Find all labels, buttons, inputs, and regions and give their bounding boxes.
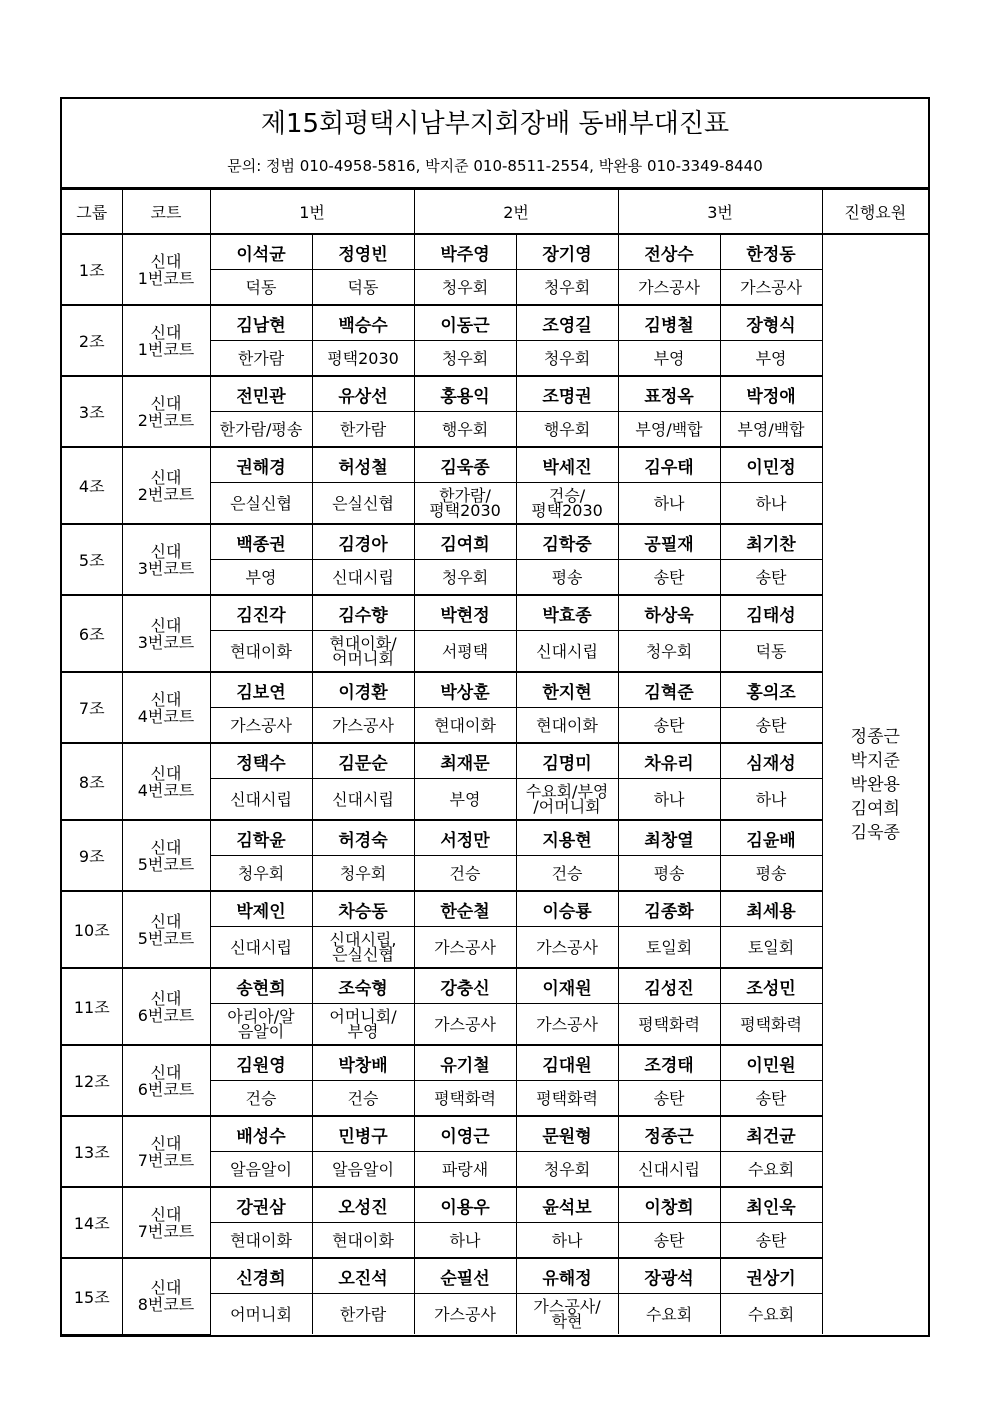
player-name: 배성수 bbox=[210, 1116, 312, 1152]
group-name-row bbox=[62, 891, 928, 927]
staff-member: 정종근 bbox=[850, 726, 900, 747]
player-name: 박창배 bbox=[312, 1045, 414, 1081]
player-name: 김병철 bbox=[618, 305, 720, 341]
group-label: 8조 bbox=[62, 743, 122, 820]
court-label bbox=[122, 305, 210, 376]
group-label: 12조 bbox=[62, 1045, 122, 1116]
group-label: 15조 bbox=[62, 1258, 122, 1334]
header-row bbox=[62, 190, 928, 235]
header-court: 코트 bbox=[122, 190, 210, 235]
player-club: 신대시립 bbox=[312, 560, 414, 596]
player-club: 덕동 bbox=[210, 270, 312, 306]
group-label: 7조 bbox=[62, 672, 122, 743]
player-club: 토일회 bbox=[720, 927, 822, 969]
court-label bbox=[122, 672, 210, 743]
player-club: 어머니회/ 부영 bbox=[312, 1004, 414, 1046]
player-name: 김종화 bbox=[618, 891, 720, 927]
player-name: 이동근 bbox=[414, 305, 516, 341]
player-club: 건승/ 평택2030 bbox=[516, 483, 618, 525]
header-second: 2번 bbox=[414, 190, 618, 235]
player-name: 김윤배 bbox=[720, 820, 822, 856]
court-label bbox=[122, 524, 210, 595]
player-name: 공필재 bbox=[618, 524, 720, 560]
player-name: 이창희 bbox=[618, 1187, 720, 1223]
player-name: 윤석보 bbox=[516, 1187, 618, 1223]
court-label-line: 신대 bbox=[150, 689, 182, 709]
group-name-row bbox=[62, 376, 928, 412]
player-club: 송탄 bbox=[720, 560, 822, 596]
player-name: 하상욱 bbox=[618, 595, 720, 631]
player-name: 박상훈 bbox=[414, 672, 516, 708]
player-name: 조영길 bbox=[516, 305, 618, 341]
player-name: 한지현 bbox=[516, 672, 618, 708]
player-club: 현대이화 bbox=[516, 708, 618, 744]
group-label: 5조 bbox=[62, 524, 122, 595]
player-name: 심재성 bbox=[720, 743, 822, 779]
player-name: 최재문 bbox=[414, 743, 516, 779]
player-club: 하나 bbox=[414, 1223, 516, 1259]
player-name: 장형식 bbox=[720, 305, 822, 341]
player-name: 정종근 bbox=[618, 1116, 720, 1152]
player-name: 이경환 bbox=[312, 672, 414, 708]
player-club: 가스공사 bbox=[312, 708, 414, 744]
player-name: 김학중 bbox=[516, 524, 618, 560]
player-club: 평택화력 bbox=[618, 1004, 720, 1046]
player-club: 가스공사 bbox=[720, 270, 822, 306]
court-label-line: 7번코트 bbox=[137, 1221, 195, 1241]
player-name: 이용우 bbox=[414, 1187, 516, 1223]
player-club: 평택2030 bbox=[312, 341, 414, 377]
court-label-line: 신대 bbox=[150, 541, 182, 561]
group-name-row bbox=[62, 820, 928, 856]
player-club: 송탄 bbox=[720, 1081, 822, 1117]
court-label-line: 1번코트 bbox=[137, 339, 195, 359]
court-label-line: 신대 bbox=[150, 322, 182, 342]
player-name: 김보연 bbox=[210, 672, 312, 708]
player-club: 행우회 bbox=[516, 412, 618, 448]
player-club: 한가람 bbox=[312, 412, 414, 448]
player-club: 신대시립, 은실신협 bbox=[312, 927, 414, 969]
player-club: 가스공사 bbox=[618, 270, 720, 306]
court-label-line: 신대 bbox=[150, 467, 182, 487]
player-club: 가스공사 bbox=[414, 1004, 516, 1046]
court-label-line: 신대 bbox=[150, 251, 182, 271]
player-name: 정택수 bbox=[210, 743, 312, 779]
player-name: 최인욱 bbox=[720, 1187, 822, 1223]
player-club: 청우회 bbox=[516, 1152, 618, 1188]
player-name: 홍용익 bbox=[414, 376, 516, 412]
player-club: 토일회 bbox=[618, 927, 720, 969]
court-label-line: 2번코트 bbox=[137, 484, 195, 504]
group-name-row bbox=[62, 524, 928, 560]
staff-list bbox=[822, 234, 928, 1334]
player-name: 허경숙 bbox=[312, 820, 414, 856]
player-club: 청우회 bbox=[516, 341, 618, 377]
header-third: 3번 bbox=[618, 190, 822, 235]
player-club: 가스공사 bbox=[414, 927, 516, 969]
player-club: 하나 bbox=[720, 779, 822, 821]
player-name: 한순철 bbox=[414, 891, 516, 927]
contact-info: 문의: 정범 010-4958-5816, 박지준 010-8511-2554, 박완용 010-3349-8440 bbox=[227, 157, 763, 175]
player-club: 평택화력 bbox=[720, 1004, 822, 1046]
player-name: 유해정 bbox=[516, 1258, 618, 1294]
player-name: 김대원 bbox=[516, 1045, 618, 1081]
player-name: 김남현 bbox=[210, 305, 312, 341]
player-club: 하나 bbox=[720, 483, 822, 525]
player-name: 권상기 bbox=[720, 1258, 822, 1294]
group-name-row bbox=[62, 1116, 928, 1152]
player-name: 지용현 bbox=[516, 820, 618, 856]
player-name: 송현희 bbox=[210, 968, 312, 1004]
player-club: 수요회 bbox=[720, 1152, 822, 1188]
court-label-line: 5번코트 bbox=[137, 928, 195, 948]
player-name: 최건균 bbox=[720, 1116, 822, 1152]
player-name: 유기철 bbox=[414, 1045, 516, 1081]
player-name: 김원영 bbox=[210, 1045, 312, 1081]
group-name-row bbox=[62, 968, 928, 1004]
player-club: 파랑새 bbox=[414, 1152, 516, 1188]
player-name: 김학윤 bbox=[210, 820, 312, 856]
player-name: 김문순 bbox=[312, 743, 414, 779]
group-name-row bbox=[62, 1045, 928, 1081]
player-club: 가스공사/ 학현 bbox=[516, 1294, 618, 1335]
player-name: 백승수 bbox=[312, 305, 414, 341]
player-club: 평송 bbox=[516, 560, 618, 596]
court-label bbox=[122, 595, 210, 672]
player-club: 어머니회 bbox=[210, 1294, 312, 1335]
player-club: 가스공사 bbox=[516, 1004, 618, 1046]
player-club: 평택화력 bbox=[414, 1081, 516, 1117]
player-name: 이민정 bbox=[720, 447, 822, 483]
player-name: 한정동 bbox=[720, 234, 822, 270]
court-label-line: 8번코트 bbox=[137, 1295, 195, 1315]
player-club: 수요회/부영 /어머니회 bbox=[516, 779, 618, 821]
player-club: 청우회 bbox=[210, 856, 312, 892]
player-name: 박현정 bbox=[414, 595, 516, 631]
player-club: 현대이화/ 어머니회 bbox=[312, 631, 414, 673]
player-name: 오진석 bbox=[312, 1258, 414, 1294]
court-label bbox=[122, 891, 210, 968]
player-club: 송탄 bbox=[720, 708, 822, 744]
court-label-line: 신대 bbox=[150, 911, 182, 931]
player-club: 수요회 bbox=[720, 1294, 822, 1335]
court-label-line: 신대 bbox=[150, 393, 182, 413]
player-name: 홍의조 bbox=[720, 672, 822, 708]
player-name: 김태성 bbox=[720, 595, 822, 631]
player-name: 김성진 bbox=[618, 968, 720, 1004]
group-label: 1조 bbox=[62, 234, 122, 305]
player-name: 권해경 bbox=[210, 447, 312, 483]
player-club: 하나 bbox=[618, 483, 720, 525]
player-name: 강충신 bbox=[414, 968, 516, 1004]
staff-member: 김여희 bbox=[850, 798, 900, 819]
group-name-row bbox=[62, 234, 928, 270]
court-label bbox=[122, 1045, 210, 1116]
court-label-line: 7번코트 bbox=[137, 1150, 195, 1170]
group-label: 9조 bbox=[62, 820, 122, 891]
bracket-table bbox=[62, 189, 928, 1335]
player-name: 김우태 bbox=[618, 447, 720, 483]
group-label: 14조 bbox=[62, 1187, 122, 1258]
player-club: 부영 bbox=[414, 779, 516, 821]
player-club: 청우회 bbox=[618, 631, 720, 673]
player-club: 부영/백합 bbox=[618, 412, 720, 448]
player-name: 장광석 bbox=[618, 1258, 720, 1294]
group-name-row bbox=[62, 305, 928, 341]
player-name: 김욱종 bbox=[414, 447, 516, 483]
player-club: 현대이화 bbox=[414, 708, 516, 744]
player-club: 가스공사 bbox=[210, 708, 312, 744]
player-club: 수요회 bbox=[618, 1294, 720, 1335]
player-name: 서정만 bbox=[414, 820, 516, 856]
player-name: 백종권 bbox=[210, 524, 312, 560]
court-label-line: 신대 bbox=[150, 988, 182, 1008]
group-name-row bbox=[62, 447, 928, 483]
court-label-line: 신대 bbox=[150, 615, 182, 635]
group-label: 2조 bbox=[62, 305, 122, 376]
player-club: 신대시립 bbox=[618, 1152, 720, 1188]
player-name: 장기영 bbox=[516, 234, 618, 270]
court-label-line: 5번코트 bbox=[137, 854, 195, 874]
player-club: 덕동 bbox=[312, 270, 414, 306]
court-label-line: 2번코트 bbox=[137, 410, 195, 430]
court-label-line: 신대 bbox=[150, 763, 182, 783]
player-name: 박주영 bbox=[414, 234, 516, 270]
player-name: 박정애 bbox=[720, 376, 822, 412]
player-name: 이석균 bbox=[210, 234, 312, 270]
bracket-body bbox=[62, 234, 928, 1334]
court-label bbox=[122, 820, 210, 891]
group-label: 4조 bbox=[62, 447, 122, 524]
player-name: 박제인 bbox=[210, 891, 312, 927]
title-block bbox=[62, 99, 928, 189]
player-club: 신대시립 bbox=[210, 779, 312, 821]
player-name: 허성철 bbox=[312, 447, 414, 483]
player-name: 문원형 bbox=[516, 1116, 618, 1152]
player-name: 김명미 bbox=[516, 743, 618, 779]
court-label-line: 신대 bbox=[150, 837, 182, 857]
player-club: 한가람/평송 bbox=[210, 412, 312, 448]
player-club: 한가람 bbox=[312, 1294, 414, 1335]
player-club: 부영 bbox=[618, 341, 720, 377]
group-label: 3조 bbox=[62, 376, 122, 447]
player-club: 아리아/알 음알이 bbox=[210, 1004, 312, 1046]
player-club: 신대시립 bbox=[516, 631, 618, 673]
court-label-line: 신대 bbox=[150, 1133, 182, 1153]
player-name: 이민원 bbox=[720, 1045, 822, 1081]
player-club: 부영/백합 bbox=[720, 412, 822, 448]
player-club: 부영 bbox=[720, 341, 822, 377]
player-name: 이승룡 bbox=[516, 891, 618, 927]
player-name: 이재원 bbox=[516, 968, 618, 1004]
player-club: 건승 bbox=[516, 856, 618, 892]
player-name: 전민관 bbox=[210, 376, 312, 412]
player-club: 한가람/ 평택2030 bbox=[414, 483, 516, 525]
player-name: 김여희 bbox=[414, 524, 516, 560]
group-name-row bbox=[62, 1258, 928, 1294]
player-club: 부영 bbox=[210, 560, 312, 596]
player-name: 오성진 bbox=[312, 1187, 414, 1223]
player-club: 현대이화 bbox=[210, 1223, 312, 1259]
player-name: 김수향 bbox=[312, 595, 414, 631]
player-club: 알음알이 bbox=[210, 1152, 312, 1188]
player-name: 조숙형 bbox=[312, 968, 414, 1004]
player-club: 청우회 bbox=[516, 270, 618, 306]
group-name-row bbox=[62, 743, 928, 779]
court-label-line: 3번코트 bbox=[137, 632, 195, 652]
player-club: 가스공사 bbox=[414, 1294, 516, 1335]
court-label bbox=[122, 1187, 210, 1258]
player-club: 서평택 bbox=[414, 631, 516, 673]
court-label bbox=[122, 234, 210, 305]
player-club: 평송 bbox=[618, 856, 720, 892]
player-club: 평택화력 bbox=[516, 1081, 618, 1117]
player-club: 건승 bbox=[414, 856, 516, 892]
staff-member: 박지준 bbox=[850, 750, 900, 771]
court-label bbox=[122, 376, 210, 447]
player-club: 가스공사 bbox=[516, 927, 618, 969]
player-name: 유상선 bbox=[312, 376, 414, 412]
player-club: 송탄 bbox=[720, 1223, 822, 1259]
player-name: 김혁준 bbox=[618, 672, 720, 708]
player-name: 정영빈 bbox=[312, 234, 414, 270]
header-first: 1번 bbox=[210, 190, 414, 235]
player-club: 청우회 bbox=[414, 270, 516, 306]
court-label-line: 6번코트 bbox=[137, 1079, 195, 1099]
player-name: 이영근 bbox=[414, 1116, 516, 1152]
court-label bbox=[122, 447, 210, 524]
player-name: 민병구 bbox=[312, 1116, 414, 1152]
player-name: 조명권 bbox=[516, 376, 618, 412]
page-title: 제15회평택시남부지회장배 동배부대진표 bbox=[260, 109, 730, 139]
player-name: 표정옥 bbox=[618, 376, 720, 412]
player-club: 은실신협 bbox=[210, 483, 312, 525]
player-name: 차유리 bbox=[618, 743, 720, 779]
player-name: 차승동 bbox=[312, 891, 414, 927]
group-label: 6조 bbox=[62, 595, 122, 672]
player-club: 행우회 bbox=[414, 412, 516, 448]
player-club: 알음알이 bbox=[312, 1152, 414, 1188]
staff-member: 김욱종 bbox=[850, 822, 900, 843]
player-club: 은실신협 bbox=[312, 483, 414, 525]
player-name: 최창열 bbox=[618, 820, 720, 856]
player-name: 최세용 bbox=[720, 891, 822, 927]
group-name-row bbox=[62, 595, 928, 631]
player-club: 송탄 bbox=[618, 1081, 720, 1117]
player-club: 신대시립 bbox=[210, 927, 312, 969]
player-name: 조경태 bbox=[618, 1045, 720, 1081]
group-label: 11조 bbox=[62, 968, 122, 1045]
group-label: 10조 bbox=[62, 891, 122, 968]
player-club: 송탄 bbox=[618, 708, 720, 744]
player-club: 청우회 bbox=[414, 341, 516, 377]
bracket-sheet bbox=[60, 97, 930, 1337]
player-club: 덕동 bbox=[720, 631, 822, 673]
player-club: 현대이화 bbox=[312, 1223, 414, 1259]
player-club: 평송 bbox=[720, 856, 822, 892]
court-label-line: 6번코트 bbox=[137, 1005, 195, 1025]
player-club: 하나 bbox=[516, 1223, 618, 1259]
player-name: 김진각 bbox=[210, 595, 312, 631]
court-label-line: 4번코트 bbox=[137, 780, 195, 800]
player-name: 박효종 bbox=[516, 595, 618, 631]
player-club: 하나 bbox=[618, 779, 720, 821]
player-name: 최기찬 bbox=[720, 524, 822, 560]
court-label-line: 1번코트 bbox=[137, 268, 195, 288]
player-club: 한가람 bbox=[210, 341, 312, 377]
player-club: 송탄 bbox=[618, 1223, 720, 1259]
player-club: 건승 bbox=[312, 1081, 414, 1117]
player-club: 청우회 bbox=[414, 560, 516, 596]
group-label: 13조 bbox=[62, 1116, 122, 1187]
player-club: 신대시립 bbox=[312, 779, 414, 821]
player-name: 김경아 bbox=[312, 524, 414, 560]
player-club: 청우회 bbox=[312, 856, 414, 892]
court-label-line: 4번코트 bbox=[137, 706, 195, 726]
player-name: 전상수 bbox=[618, 234, 720, 270]
court-label bbox=[122, 743, 210, 820]
court-label bbox=[122, 968, 210, 1045]
player-club: 송탄 bbox=[618, 560, 720, 596]
group-name-row bbox=[62, 672, 928, 708]
player-name: 강권삼 bbox=[210, 1187, 312, 1223]
court-label-line: 3번코트 bbox=[137, 558, 195, 578]
player-club: 현대이화 bbox=[210, 631, 312, 673]
header-group: 그룹 bbox=[62, 190, 122, 235]
court-label bbox=[122, 1116, 210, 1187]
player-name: 박세진 bbox=[516, 447, 618, 483]
staff-member: 박완용 bbox=[850, 774, 900, 795]
player-name: 조성민 bbox=[720, 968, 822, 1004]
court-label bbox=[122, 1258, 210, 1334]
player-club: 건승 bbox=[210, 1081, 312, 1117]
player-name: 신경희 bbox=[210, 1258, 312, 1294]
court-label-line: 신대 bbox=[150, 1062, 182, 1082]
group-name-row bbox=[62, 1187, 928, 1223]
header-staff: 진행요원 bbox=[822, 190, 928, 235]
player-name: 순필선 bbox=[414, 1258, 516, 1294]
court-label-line: 신대 bbox=[150, 1278, 182, 1298]
court-label-line: 신대 bbox=[150, 1204, 182, 1224]
